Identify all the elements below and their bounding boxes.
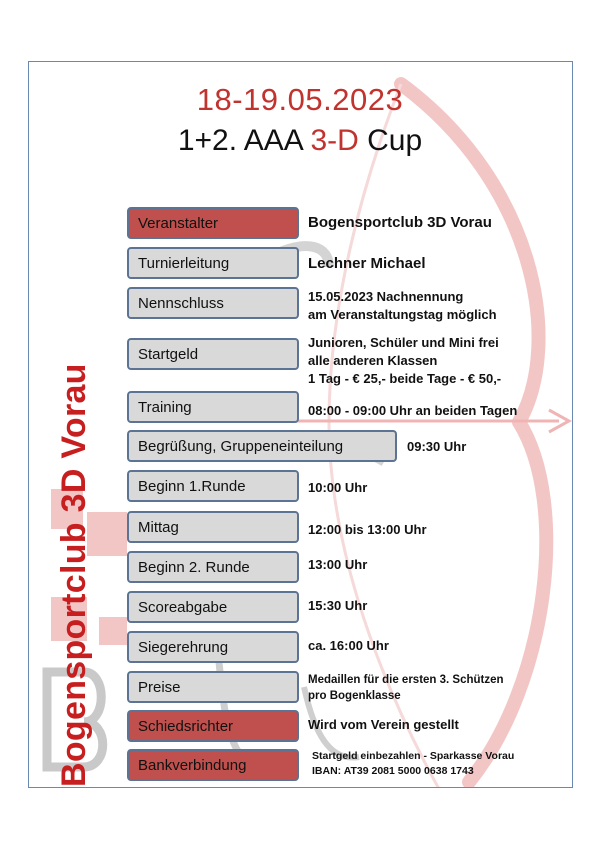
label-startgeld: Startgeld [127, 338, 299, 370]
value-turnierleitung: Lechner Michael [308, 255, 426, 272]
value-siegerehrung: ca. 16:00 Uhr [308, 638, 389, 653]
label-beginn-2-runde: Beginn 2. Runde [127, 551, 299, 583]
value-beginn-1-runde: 10:00 Uhr [308, 480, 368, 495]
label-veranstalter: Veranstalter [127, 207, 299, 239]
label-bankverbindung: Bankverbindung [127, 749, 299, 781]
value-mittag: 12:00 bis 13:00 Uhr [308, 522, 427, 537]
value-startgeld-line1: Junioren, Schüler und Mini frei [308, 335, 499, 350]
value-nennschluss-line2: am Veranstaltungstag möglich [308, 307, 497, 322]
value-nennschluss-line1: 15.05.2023 Nachnennung [308, 289, 464, 304]
label-preise: Preise [127, 671, 299, 703]
value-preise-line1: Medaillen für die ersten 3. Schützen [308, 674, 504, 686]
event-title [0, 124, 600, 158]
label-beginn-1-runde: Beginn 1.Runde [127, 470, 299, 502]
value-beginn-2-runde: 13:00 Uhr [308, 557, 368, 572]
event-title-highlight: 3-D [310, 124, 359, 157]
event-title-suffix: Cup [358, 124, 423, 157]
event-date: 18-19.05.2023 [196, 82, 404, 117]
label-begruessung: Begrüßung, Gruppeneinteilung [127, 430, 397, 462]
value-veranstalter: Bogensportclub 3D Vorau [308, 214, 492, 231]
label-schiedsrichter: Schiedsrichter [127, 710, 299, 742]
value-startgeld-line3: 1 Tag - € 25,- beide Tage - € 50,- [308, 371, 502, 386]
value-scoreabgabe: 15:30 Uhr [308, 598, 368, 613]
label-mittag: Mittag [127, 511, 299, 543]
club-side-title: Bogensportclub 3D Vorau [55, 363, 93, 787]
value-bankverbindung-line2: IBAN: AT39 2081 5000 0638 1743 [312, 765, 474, 777]
value-training: 08:00 - 09:00 Uhr an beiden Tagen [308, 403, 518, 418]
label-scoreabgabe: Scoreabgabe [127, 591, 299, 623]
label-training: Training [127, 391, 299, 423]
value-startgeld-line2: alle anderen Klassen [308, 353, 438, 368]
event-title-prefix: 1+2. AAA [177, 124, 311, 157]
label-siegerehrung: Siegerehrung [127, 631, 299, 663]
label-nennschluss: Nennschluss [127, 287, 299, 319]
label-turnierleitung: Turnierleitung [127, 247, 299, 279]
value-begruessung: 09:30 Uhr [407, 439, 467, 454]
value-bankverbindung-line1: Startgeld einbezahlen - Sparkasse Vorau [312, 750, 515, 762]
value-preise-line2: pro Bogenklasse [308, 690, 401, 702]
value-schiedsrichter: Wird vom Verein gestellt [308, 717, 459, 732]
